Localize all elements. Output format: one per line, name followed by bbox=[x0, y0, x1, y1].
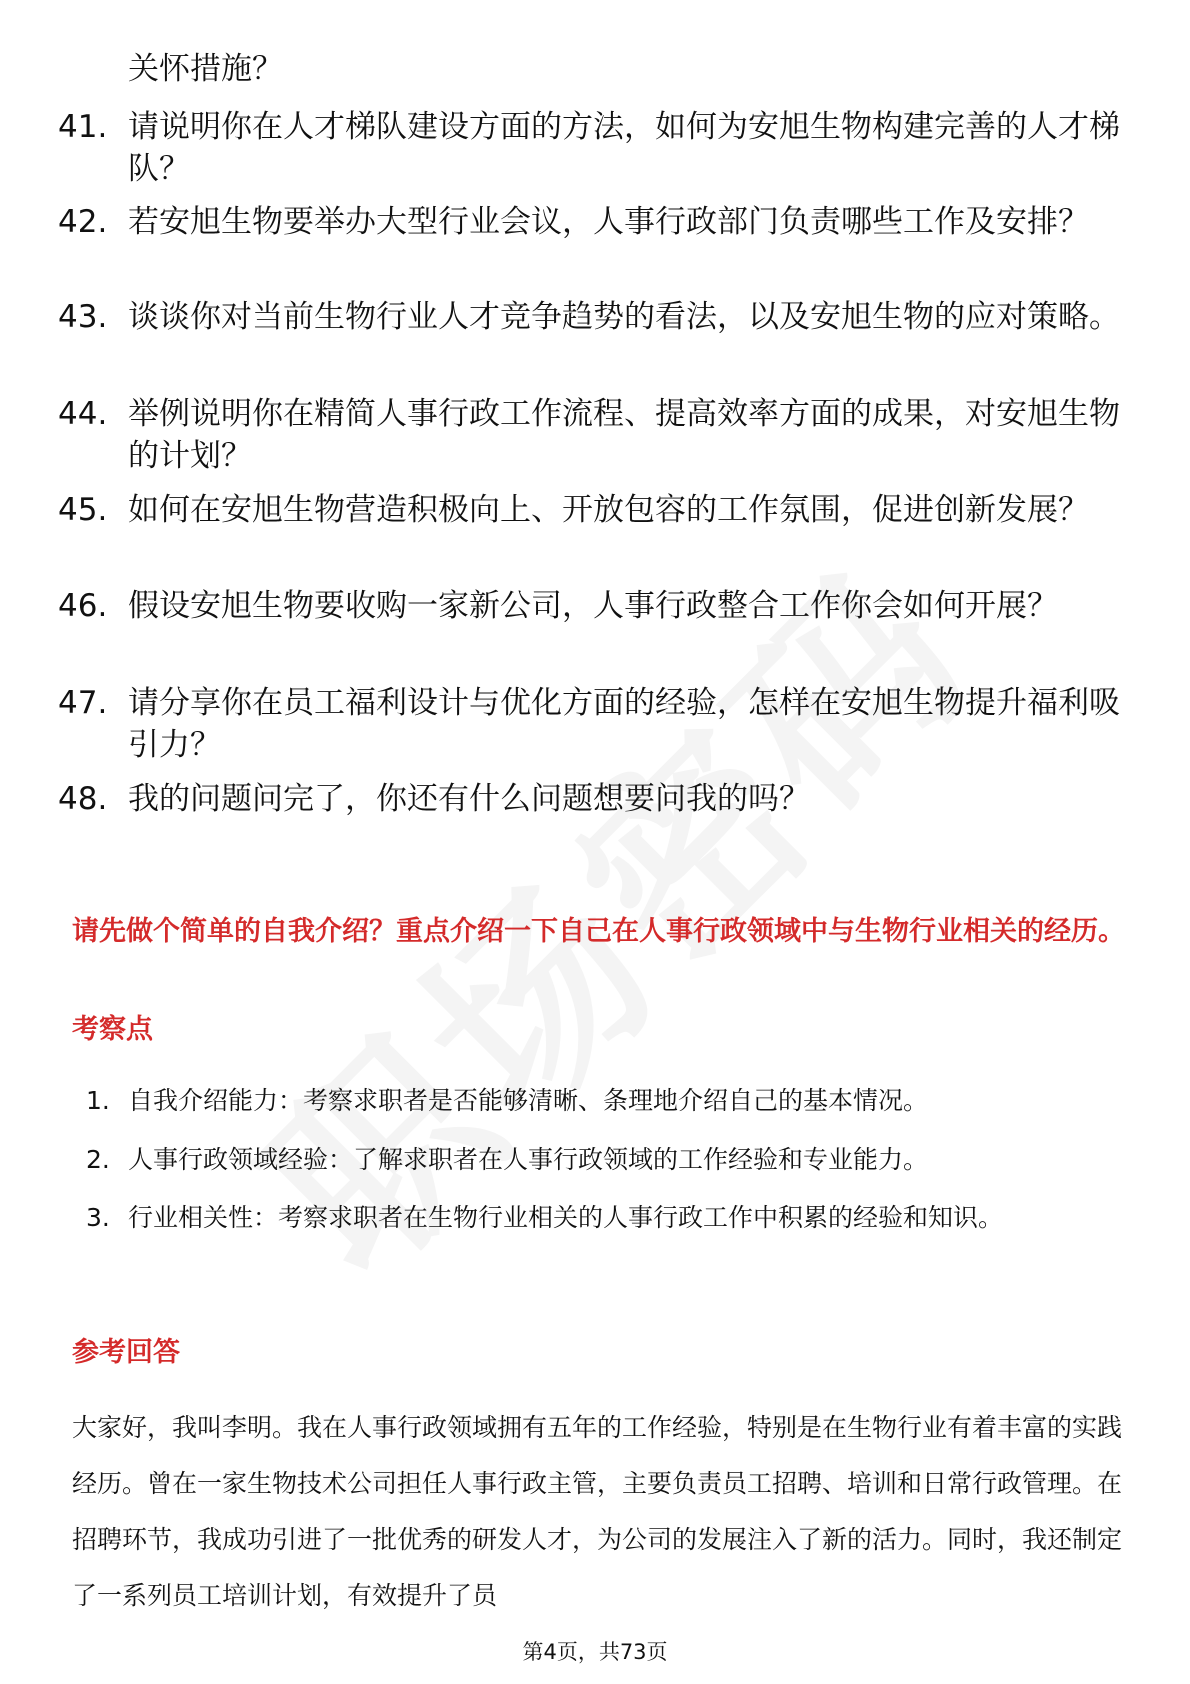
question-text: 如何在安旭生物营造积极向上、开放包容的工作氛围，促进创新发展？ bbox=[128, 492, 1089, 528]
point-text: 人事行政领域经验：了解求职者在人事行政领域的工作经验和专业能力。 bbox=[128, 1145, 929, 1174]
question-text: 假设安旭生物要收购一家新公司，人事行政整合工作你会如何开展？ bbox=[128, 588, 1058, 624]
highlight-question: 请先做个简单的自我介绍？重点介绍一下自己在人事行政领域中与生物行业相关的经历。 bbox=[72, 916, 1125, 947]
question-number: 42. bbox=[58, 204, 108, 240]
answer-paragraph: 大家好，我叫李明。我在人事行政领域拥有五年的工作经验，特别是在生物行业有着丰富的实践经历。曾在一家生物技术公司担任人事行政主管，主要负责员工招聘、培训和日常行政管理。在招聘环节，我成功引进了一批优秀的研发人才，为公司的发展注入了新的活力。同时，我还制定了一系列员工培训计划，有效提升了员 bbox=[72, 1413, 1123, 1610]
section-heading-answer: 参考回答 bbox=[72, 1337, 180, 1368]
point-number: 2. bbox=[86, 1145, 110, 1174]
point-text: 行业相关性：考察求职者在生物行业相关的人事行政工作中积累的经验和知识。 bbox=[128, 1203, 1004, 1232]
question-text: 请说明你在人才梯队建设方面的方法，如何为安旭生物构建完善的人才梯队？ bbox=[128, 109, 1120, 187]
question-number: 46. bbox=[58, 588, 108, 624]
section-heading-focus: 考察点 bbox=[72, 1014, 153, 1045]
question-number: 41. bbox=[58, 109, 108, 145]
question-text: 关怀措施？ bbox=[128, 51, 283, 87]
point-number: 3. bbox=[86, 1203, 110, 1232]
question-text: 我的问题问完了，你还有什么问题想要问我的吗？ bbox=[128, 781, 810, 817]
question-number: 48. bbox=[58, 781, 108, 817]
point-text: 自我介绍能力：考察求职者是否能够清晰、条理地介绍自己的基本情况。 bbox=[128, 1086, 929, 1115]
question-text: 举例说明你在精简人事行政工作流程、提高效率方面的成果，对安旭生物的计划？ bbox=[128, 396, 1120, 474]
question-text: 谈谈你对当前生物行业人才竞争趋势的看法，以及安旭生物的应对策略。 bbox=[128, 299, 1120, 335]
point-number: 1. bbox=[86, 1086, 110, 1115]
question-number: 45. bbox=[58, 492, 108, 528]
question-number: 47. bbox=[58, 685, 108, 721]
question-text: 请分享你在员工福利设计与优化方面的经验，怎样在安旭生物提升福利吸引力？ bbox=[128, 685, 1120, 763]
question-number: 43. bbox=[58, 299, 108, 335]
question-text: 若安旭生物要举办大型行业会议，人事行政部门负责哪些工作及安排？ bbox=[128, 204, 1089, 240]
page-footer: 第4页，共73页 bbox=[522, 1640, 668, 1664]
question-number: 44. bbox=[58, 396, 108, 432]
